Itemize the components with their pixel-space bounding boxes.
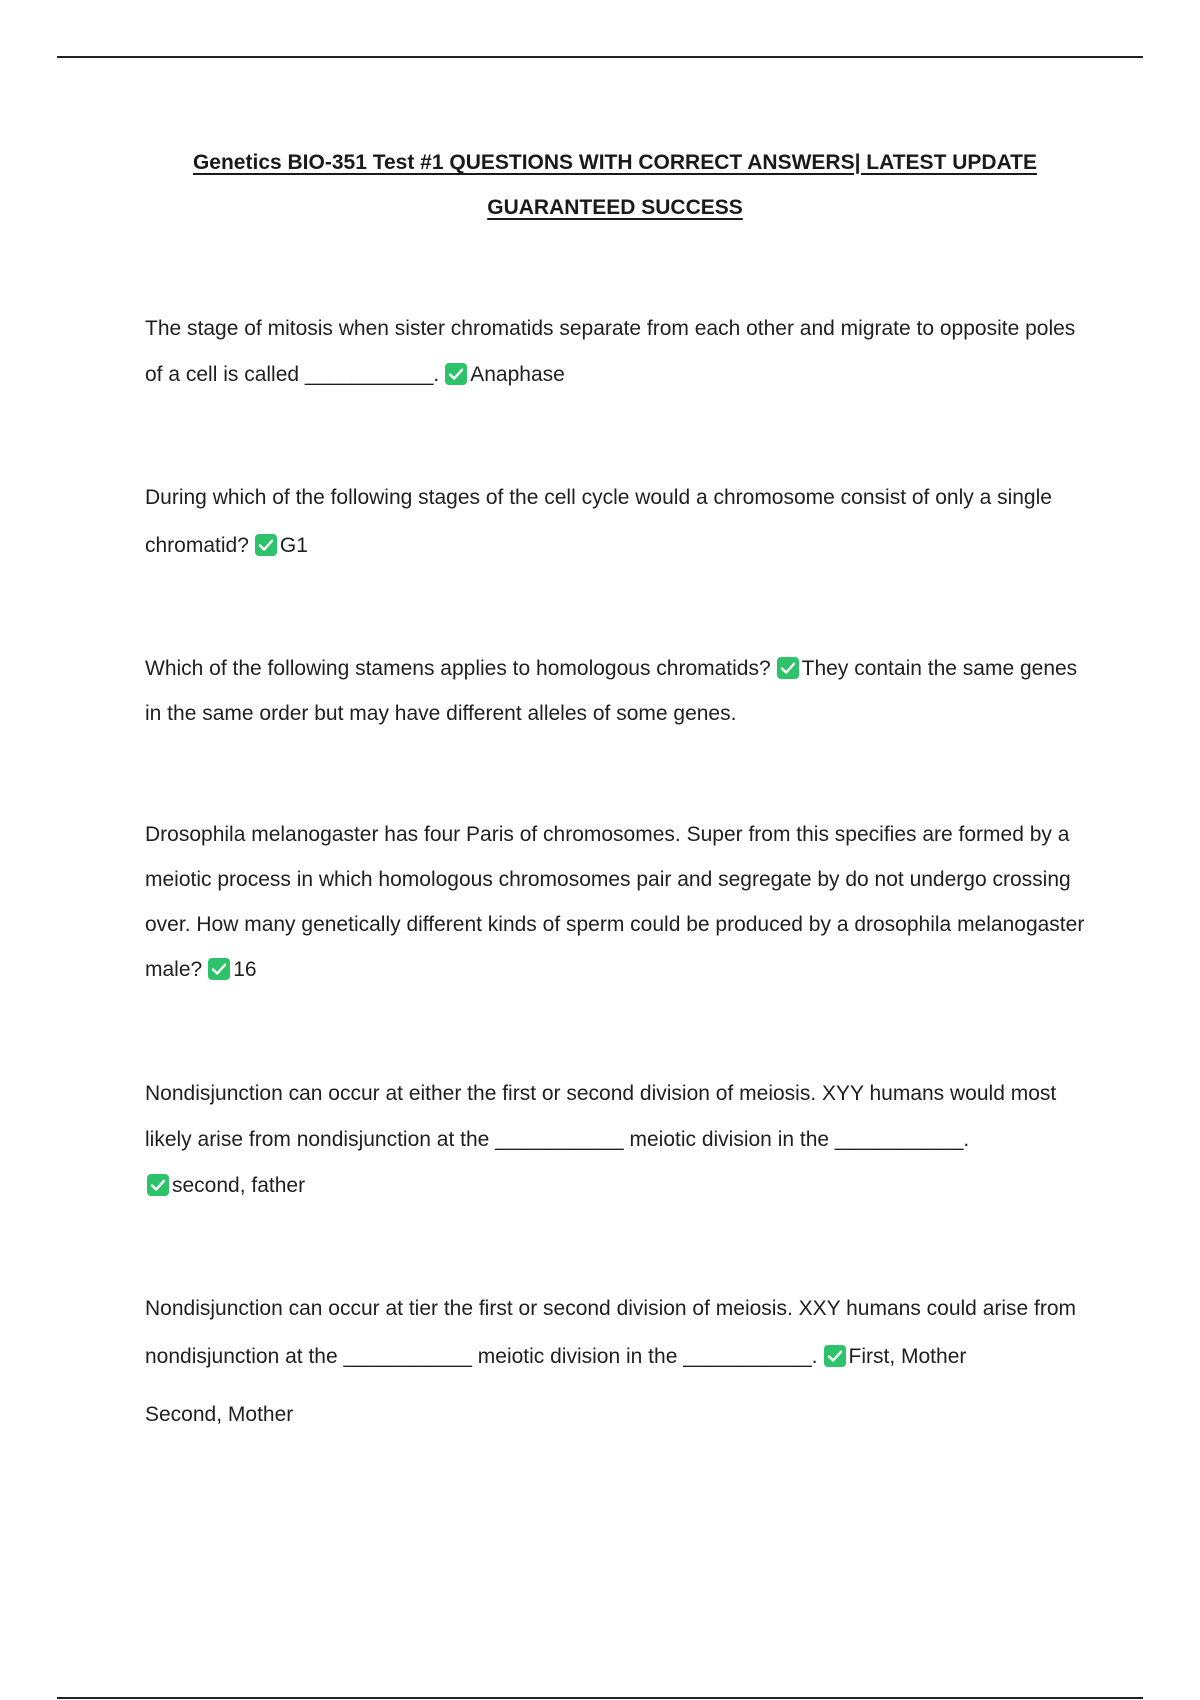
question-text: Drosophila melanogaster has four Paris of chromosomes. Super from this specifies are formed by a meiotic process in which homologous chromosomes pair and segregate by do not undergo crossing over. How many genetically different kinds of sperm could be produced by a drosophila melanogaster male? (145, 823, 1085, 981)
answer-text: They contain the same genes in the same order but may have different alleles of some genes. (145, 657, 1078, 725)
question-block (145, 812, 1095, 992)
question-text: Nondisjunction can occur at tier the first or second division of meiosis. XXY humans could arise from nondisjunction at the ___________ meiotic division in the ___________. (145, 1297, 1077, 1368)
title-line-1: Genetics BIO-351 Test #1 QUESTIONS WITH CORRECT ANSWERS| LATEST UPDATE (192, 151, 1038, 174)
green-check-box-icon (147, 1174, 169, 1196)
answer-text: second, father (172, 1174, 306, 1197)
answer-text: Anaphase (470, 363, 565, 386)
question-block (145, 306, 1095, 398)
top-rule (57, 56, 1143, 58)
green-check-box-icon (445, 363, 467, 385)
green-check-box-icon (777, 657, 799, 679)
answer-text: First, Mother (848, 1345, 967, 1368)
question-text: Nondisjunction can occur at either the first or second division of meiosis. XYY humans would most likely arise from nondisjunction at the ___________ meiotic division in the ___________. (145, 1082, 1057, 1151)
question-text: During which of the following stages of the cell cycle would a chromosome consist of only a single chromatid? (145, 486, 1052, 557)
green-check-box-icon (208, 958, 230, 980)
answer-text: 16 (233, 958, 257, 981)
answer-text: G1 (279, 534, 308, 557)
question-block (145, 1285, 1095, 1381)
question-block (145, 646, 1095, 736)
bottom-rule (57, 1697, 1143, 1699)
question-block (145, 474, 1095, 570)
answer-extra-text: Second, Mother (145, 1403, 294, 1426)
green-check-box-icon (824, 1345, 846, 1367)
question-text: Which of the following stamens applies to homologous chromatids? (145, 657, 771, 680)
question-text: The stage of mitosis when sister chromatids separate from each other and migrate to opposite poles of a cell is called ___________. (145, 317, 1076, 386)
title-line-2: GUARANTEED SUCCESS (487, 196, 743, 219)
green-check-box-icon (255, 534, 277, 556)
document-title (140, 140, 1090, 230)
question-block (145, 1071, 1095, 1209)
